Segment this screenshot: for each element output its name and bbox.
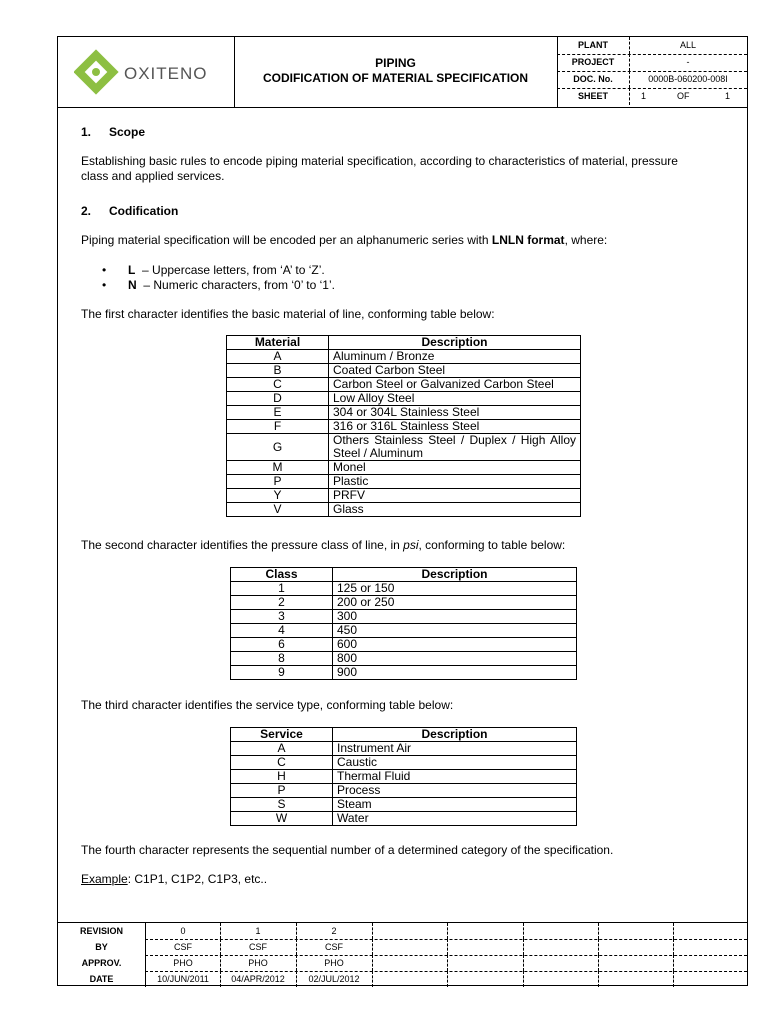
title-block: [58, 37, 747, 108]
description-cell: 200 or 250: [333, 596, 577, 610]
description-cell: Caustic: [333, 756, 577, 770]
doc-title: PIPING: [375, 56, 416, 70]
scope-paragraph-line2: class and applied services.: [81, 169, 225, 183]
table-row: [231, 770, 577, 784]
by-row: [58, 939, 747, 955]
column-divider: [372, 971, 373, 987]
description-cell: Coated Carbon Steel: [329, 364, 581, 378]
code-cell: 6: [231, 638, 333, 652]
revision-label: BY: [58, 939, 146, 955]
description-cell: 300: [333, 610, 577, 624]
column-divider: [598, 939, 599, 955]
revision-cell: CSF: [325, 942, 343, 952]
revision-block: [58, 922, 747, 986]
table-row: [227, 350, 581, 364]
revision-cell: PHO: [324, 958, 344, 968]
column-divider: [220, 939, 221, 955]
approv-row: [58, 955, 747, 971]
column-divider: [372, 939, 373, 955]
description-cell: 125 or 150: [333, 582, 577, 596]
revision-label: DATE: [58, 971, 146, 987]
table-row: [231, 798, 577, 812]
sheet-label: SHEET: [557, 88, 630, 105]
table-row: [231, 784, 577, 798]
column-divider: [673, 971, 674, 987]
table-row: [231, 582, 577, 596]
description-cell: Monel: [329, 461, 581, 475]
code-cell: G: [227, 434, 329, 461]
section-number: 2.: [81, 204, 92, 218]
logo-text: OXITENO: [124, 64, 208, 83]
table-row: [227, 420, 581, 434]
column-divider: [598, 923, 599, 939]
code-cell: 2: [231, 596, 333, 610]
column-divider: [220, 955, 221, 971]
column-divider: [523, 923, 524, 939]
description-cell: PRFV: [329, 489, 581, 503]
column-divider: [523, 955, 524, 971]
description-cell: Instrument Air: [333, 742, 577, 756]
code-cell: M: [227, 461, 329, 475]
doc-number-label: DOC. No.: [557, 71, 630, 88]
section-title: Scope: [109, 125, 146, 139]
table-row: [231, 624, 577, 638]
description-cell: Steam: [333, 798, 577, 812]
column-divider: [220, 923, 221, 939]
revision-cell: CSF: [249, 942, 267, 952]
column-divider: [673, 955, 674, 971]
revision-cell: PHO: [248, 958, 268, 968]
revision-cell: 0: [180, 926, 186, 936]
bullet-dot: •: [102, 278, 107, 292]
table-row: [231, 652, 577, 666]
bullet-numbers: N – Numeric characters, from ‘0’ to ‘1’.: [128, 278, 335, 292]
column-divider: [447, 971, 448, 987]
description-cell: 600: [333, 638, 577, 652]
table-row: [231, 638, 577, 652]
revision-label: REVISION: [58, 923, 146, 939]
revision-label: APPROV.: [58, 955, 146, 971]
revision-row: [58, 923, 747, 939]
code-cell: 1: [231, 582, 333, 596]
service-table: [230, 727, 577, 826]
project-value: -: [686, 57, 690, 67]
codification-intro: Piping material specification will be encoded per an alphanumeric series with LNLN format, where:: [81, 233, 608, 247]
project-row: [557, 54, 747, 72]
document-page: [57, 36, 748, 986]
column-divider: [598, 971, 599, 987]
example-line: [81, 872, 267, 887]
first-char-text: The first character identifies the basic material of line, conforming table below:: [81, 307, 495, 321]
code-cell: D: [227, 392, 329, 406]
column-divider: [673, 939, 674, 955]
description-cell: Water: [333, 812, 577, 826]
scope-paragraph-line1: Establishing basic rules to encode piping material specification, according to characteristics of material, pressure: [81, 154, 678, 168]
description-header: Description: [333, 568, 577, 582]
sheet-row: [557, 88, 747, 105]
code-cell: C: [231, 756, 333, 770]
doc-number-value: 0000B-060200-008I: [648, 74, 728, 84]
table-row: [231, 742, 577, 756]
column-divider: [523, 939, 524, 955]
table-row: [231, 666, 577, 680]
column-divider: [673, 923, 674, 939]
third-char-text: The third character identifies the service type, conforming table below:: [81, 698, 454, 712]
code-cell: S: [231, 798, 333, 812]
description-cell: Thermal Fluid: [333, 770, 577, 784]
sheet-value: [629, 88, 747, 105]
column-divider: [447, 939, 448, 955]
table-row: [231, 596, 577, 610]
table-row: [227, 434, 581, 461]
plant-label: PLANT: [557, 37, 630, 54]
column-divider: [447, 923, 448, 939]
code-cell: A: [227, 350, 329, 364]
doc-meta: [557, 37, 747, 107]
table-row: [227, 378, 581, 392]
section-number: 1.: [81, 125, 92, 139]
bullet-letters: L – Uppercase letters, from ‘A’ to ‘Z’.: [128, 263, 325, 277]
code-cell: V: [227, 503, 329, 517]
section-codification-heading: [81, 204, 178, 219]
column-divider: [296, 939, 297, 955]
code-cell: F: [227, 420, 329, 434]
description-cell: Low Alloy Steel: [329, 392, 581, 406]
plant-value: ALL: [679, 40, 696, 50]
description-cell: 450: [333, 624, 577, 638]
sheet-number: 1: [641, 91, 647, 101]
plant-row: [557, 37, 747, 55]
revision-cell: PHO: [173, 958, 193, 968]
revision-cell: 2: [331, 926, 337, 936]
code-cell: 3: [231, 610, 333, 624]
column-divider: [372, 923, 373, 939]
code-cell: 9: [231, 666, 333, 680]
table-row: [231, 610, 577, 624]
description-cell: 900: [333, 666, 577, 680]
example-label: Example: [81, 872, 128, 886]
class-table: [230, 567, 577, 680]
code-cell: E: [227, 406, 329, 420]
second-char-text: The second character identifies the pressure class of line, in psi, conforming to table below:: [81, 538, 566, 552]
description-cell: Aluminum / Bronze: [329, 350, 581, 364]
column-divider: [598, 955, 599, 971]
material-header: Material: [227, 336, 329, 350]
code-cell: C: [227, 378, 329, 392]
column-divider: [296, 955, 297, 971]
table-row: [227, 406, 581, 420]
code-cell: A: [231, 742, 333, 756]
description-header: Description: [329, 336, 581, 350]
revision-cell: 10/JUN/2011: [157, 974, 209, 984]
sheet-total: 1: [725, 91, 731, 101]
description-cell: Plastic: [329, 475, 581, 489]
column-divider: [372, 955, 373, 971]
description-cell: Carbon Steel or Galvanized Carbon Steel: [329, 378, 581, 392]
column-divider: [523, 971, 524, 987]
bullet-dot: •: [102, 263, 107, 277]
code-cell: Y: [227, 489, 329, 503]
section-title: Codification: [109, 204, 179, 218]
column-divider: [447, 955, 448, 971]
code-cell: H: [231, 770, 333, 784]
doc-number-row: [557, 71, 747, 89]
logo-cell: [58, 37, 235, 107]
table-row: [227, 489, 581, 503]
project-label: PROJECT: [557, 54, 630, 71]
section-scope-heading: [81, 125, 145, 140]
date-row: [58, 971, 747, 987]
oxiteno-logo: [74, 47, 224, 97]
description-cell: 800: [333, 652, 577, 666]
description-cell: Glass: [329, 503, 581, 517]
description-cell: 304 or 304L Stainless Steel: [329, 406, 581, 420]
code-cell: P: [227, 475, 329, 489]
revision-cell: CSF: [174, 942, 192, 952]
doc-subtitle: CODIFICATION OF MATERIAL SPECIFICATION: [262, 71, 529, 85]
revision-cell: 04/APR/2012: [231, 974, 285, 984]
code-cell: P: [231, 784, 333, 798]
table-row: [227, 364, 581, 378]
table-row: [231, 812, 577, 826]
column-divider: [296, 923, 297, 939]
table-row: [227, 475, 581, 489]
description-cell: Process: [333, 784, 577, 798]
class-header: Class: [231, 568, 333, 582]
column-divider: [220, 971, 221, 987]
example-text: : C1P1, C1P2, C1P3, etc..: [127, 872, 268, 886]
table-row: [227, 461, 581, 475]
code-cell: 8: [231, 652, 333, 666]
table-row: [227, 392, 581, 406]
table-row: [231, 756, 577, 770]
lnln-format: LNLN format: [491, 233, 565, 247]
code-cell: W: [231, 812, 333, 826]
title-cell: [234, 37, 558, 107]
sheet-of: OF: [677, 91, 690, 101]
service-header: Service: [231, 728, 333, 742]
description-cell: 316 or 316L Stainless Steel: [329, 420, 581, 434]
table-row: [227, 503, 581, 517]
code-cell: B: [227, 364, 329, 378]
code-cell: 4: [231, 624, 333, 638]
description-header: Description: [333, 728, 577, 742]
column-divider: [296, 971, 297, 987]
description-cell: Others Stainless Steel / Duplex / High Alloy Steel / Aluminum: [329, 434, 581, 461]
revision-cell: 1: [255, 926, 261, 936]
material-table: [226, 335, 581, 517]
revision-cell: 02/JUL/2012: [308, 974, 360, 984]
fourth-char-text: The fourth character represents the sequential number of a determined category of the specification.: [81, 843, 614, 857]
